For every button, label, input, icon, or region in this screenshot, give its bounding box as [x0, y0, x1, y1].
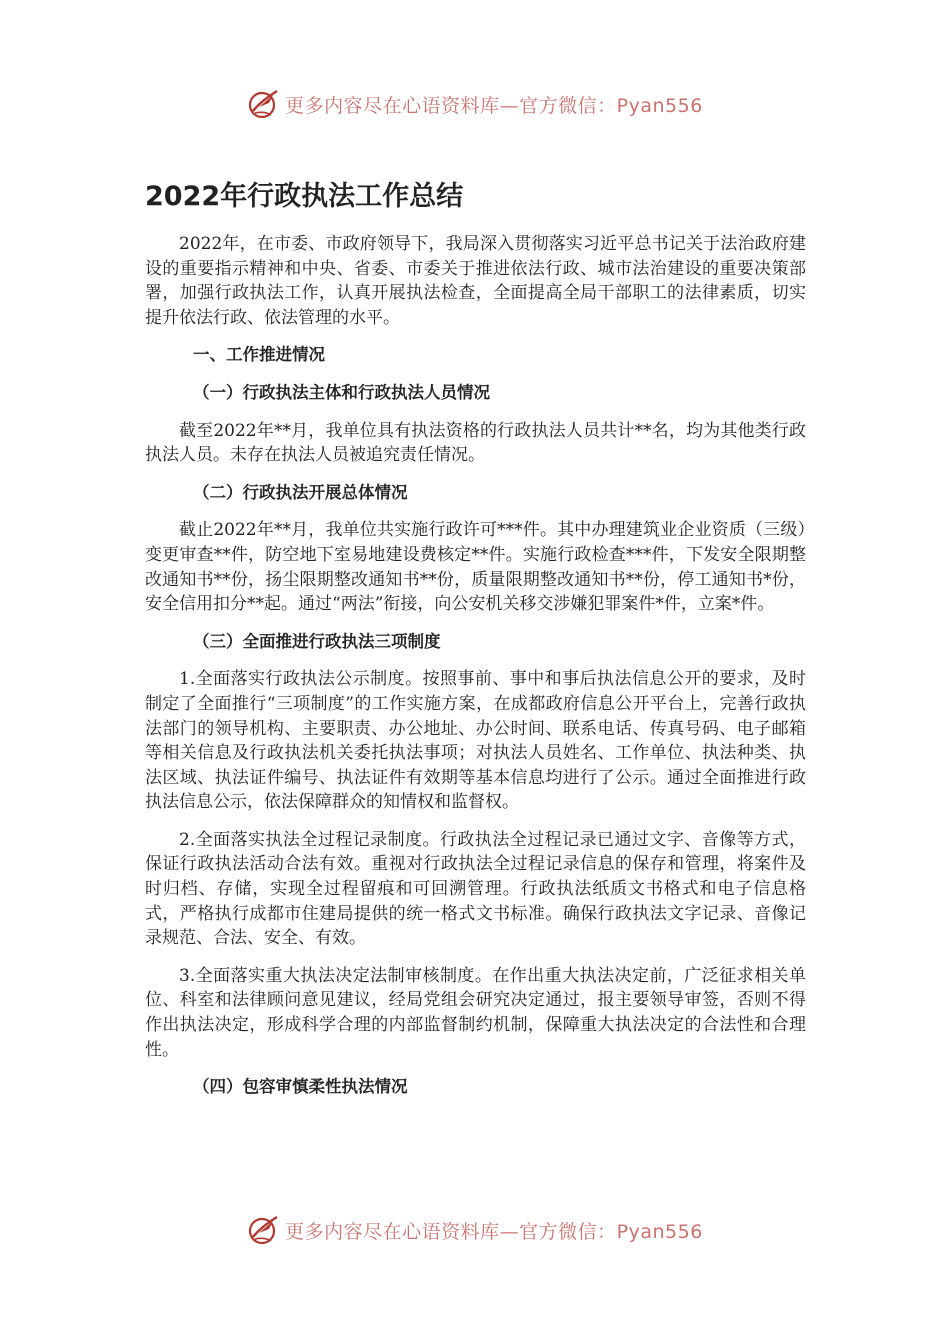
quill-logo-icon — [247, 1213, 281, 1247]
quill-logo-icon — [247, 87, 281, 121]
intro-paragraph: 2022年，在市委、市政府领导下，我局深入贯彻落实习近平总书记关于法治政府建设的重要指示精神和中央、省委、市委关于推进依法行政、城市法治建设的重要决策部署，加强行政执法工作，认真开展执法检查，全面提高全局干部职工的法律素质，切实提升依法行政、依法管理的水平。 — [145, 234, 806, 328]
item2-paragraph: 2.全面落实执法全过程记录制度。行政执法全过程记录已通过文字、音像等方式，保证行政执法活动合法有效。重视对行政执法全过程记录信息的保存和管理，将案件及时归档、存储，实现全过程留痕和可回溯管理。行政执法纸质文书格式和电子信息格式，严格执行成都市住建局提供的统一格式文书标准。确保行政执法文字记录、音像记录规范、合法、安全、有效。 — [145, 829, 806, 949]
item3-paragraph: 3.全面落实重大执法决定法制审核制度。在作出重大执法决定前，广泛征求相关单位、科室和法律顾问意见建议，经局党组会研究决定通过，报主要领导审签，否则不得作出执法决定，形成科学合理的内部监督制约机制，保障重大执法决定的合法性和合理性。 — [145, 965, 806, 1060]
banner-wechat-id: Pyan556 — [616, 1220, 703, 1243]
sub4-heading: （四）包容审慎柔性执法情况 — [193, 1077, 408, 1097]
header-banner — [0, 84, 950, 124]
document-title: 2022年行政执法工作总结 — [145, 181, 464, 212]
item1-paragraph: 1.全面落实行政执法公示制度。按照事前、事中和事后执法信息公开的要求，及时制定了全面推行“三项制度”的工作实施方案，在成都政府信息公开平台上，完善行政执法部门的领导机构、主要职责、办公地址、办公时间、联系电话、传真号码、电子邮箱等相关信息及行政执法机关委托执法事项；对执法人员姓名、工作单位、执法种类、执法区域、执法证件编号、执法证件有效期等基本信息均进行了公示。通过全面推进行政执法信息公示，依法保障群众的知情权和监督权。 — [145, 669, 806, 813]
banner-wechat-id: Pyan556 — [616, 94, 703, 117]
sub2-heading: （二）行政执法开展总体情况 — [193, 482, 408, 502]
sub1-heading: （一）行政执法主体和行政执法人员情况 — [193, 382, 490, 402]
sub1-paragraph: 截至2022年**月，我单位具有执法资格的行政执法人员共计**名，均为其他类行政执法人员。未存在执法人员被追究责任情况。 — [145, 420, 806, 466]
document-body — [145, 232, 806, 1100]
section1-heading: 一、工作推进情况 — [193, 345, 325, 365]
footer-banner — [0, 1210, 950, 1250]
banner-text: 更多内容尽在心语资料库—官方微信：Pyan556 — [285, 1220, 703, 1243]
sub2-paragraph: 截止2022年**月，我单位共实施行政许可***件。其中办理建筑业企业资质（三级）变更审查**件，防空地下室易地建设费核定**件。实施行政检查***件，下发安全限期整改通知书**份，扬尘限期整改通知书**份，质量限期整改通知书**份，停工通知书*份，安全信用扣分**起。通过“两法”衔接，向公安机关移交涉嫌犯罪案件*件，立案*件。 — [145, 520, 806, 615]
banner-text: 更多内容尽在心语资料库—官方微信：Pyan556 — [285, 94, 703, 117]
sub3-heading: （三）全面推进行政执法三项制度 — [193, 631, 441, 651]
